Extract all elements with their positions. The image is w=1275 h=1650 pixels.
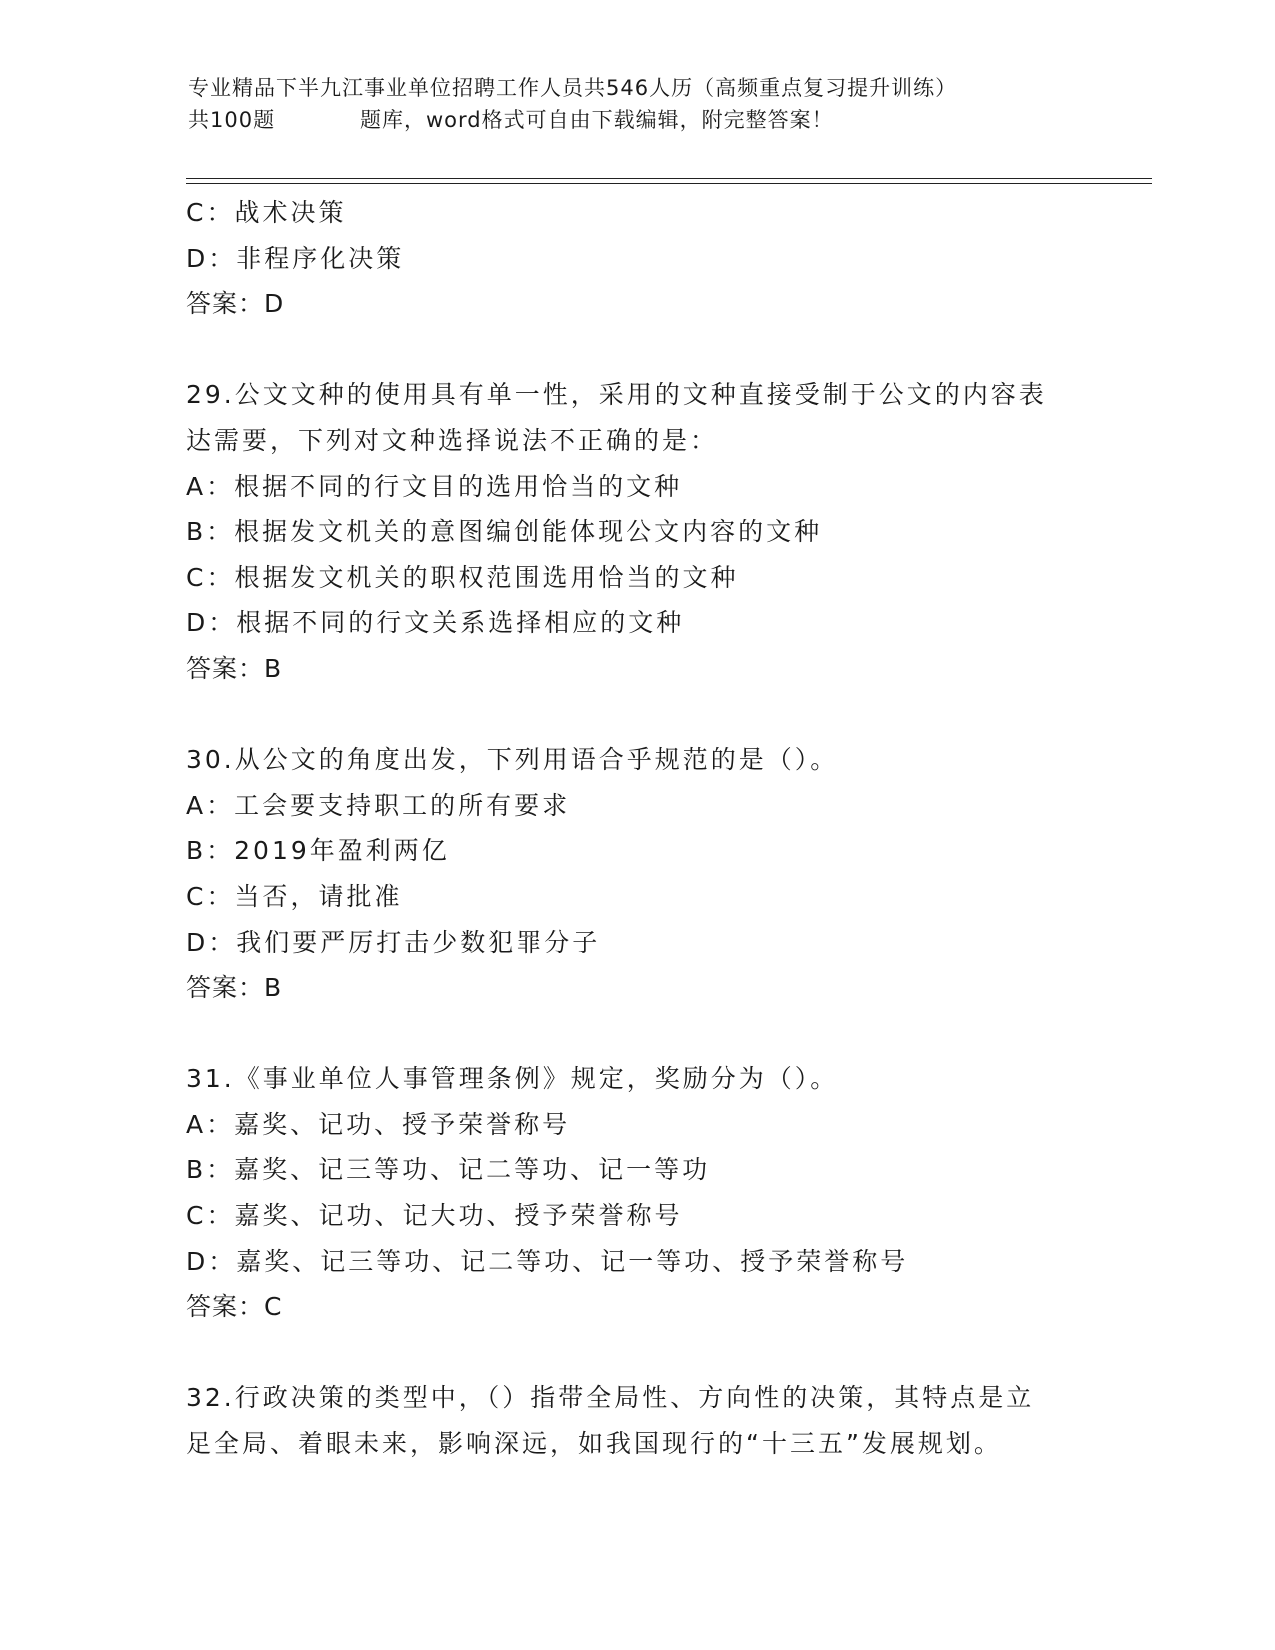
- question-block-prev: [186, 190, 1086, 327]
- answer-line: 答案：C: [186, 1292, 283, 1322]
- option-a: A：嘉奖、记功、授予荣誉称号: [186, 1109, 571, 1139]
- option-c: C：根据发文机关的职权范围选用恰当的文种: [186, 562, 739, 592]
- question-spacer: [186, 1330, 1086, 1376]
- answer-line: 答案：B: [186, 653, 283, 683]
- option-a: A：根据不同的行文目的选用恰当的文种: [186, 471, 683, 501]
- option-a: A：工会要支持职工的所有要求: [186, 790, 571, 820]
- option-d: D：非程序化决策: [186, 243, 405, 273]
- question-block-29: [186, 372, 1086, 691]
- question-spacer: [186, 692, 1086, 738]
- option-b: B：根据发文机关的意图编创能体现公文内容的文种: [186, 517, 823, 547]
- question-stem: 30.从公文的角度出发，下列用语合乎规范的是（）。: [186, 745, 839, 775]
- option-d: D：根据不同的行文关系选择相应的文种: [186, 608, 685, 638]
- question-stem-continued: 达需要，下列对文种选择说法不正确的是：: [186, 425, 719, 455]
- header-subtitle-line: [188, 104, 1088, 136]
- question-spacer: [186, 1011, 1086, 1057]
- page-header: [188, 72, 1088, 136]
- option-c: C：嘉奖、记功、记大功、授予荣誉称号: [186, 1201, 683, 1231]
- question-stem: 31.《事业单位人事管理条例》规定，奖励分为（）。: [186, 1064, 839, 1094]
- question-stem: 32.行政决策的类型中，（）指带全局性、方向性的决策，其特点是立: [186, 1383, 1035, 1413]
- question-stem: 29.公文文种的使用具有单一性，采用的文种直接受制于公文的内容表: [186, 380, 1047, 410]
- question-stem-continued: 足全局、着眼未来，影响深远，如我国现行的“十三五”发展规划。: [186, 1429, 1002, 1459]
- question-block-32: [186, 1375, 1086, 1466]
- option-c: C：战术决策: [186, 198, 347, 227]
- header-question-count: 共100题: [188, 108, 276, 132]
- question-block-30: [186, 737, 1086, 1011]
- option-d: D：嘉奖、记三等功、记二等功、记一等功、授予荣誉称号: [186, 1246, 909, 1276]
- question-list: [186, 190, 1086, 1467]
- header-divider: [186, 178, 1152, 184]
- option-b: B：嘉奖、记三等功、记二等功、记一等功: [186, 1155, 711, 1185]
- header-title-line: 专业精品下半九江事业单位招聘工作人员共546人历（高频重点复习提升训练）: [188, 76, 958, 100]
- answer-line: 答案：D: [186, 289, 285, 319]
- question-block-31: [186, 1056, 1086, 1330]
- option-c: C：当否，请批准: [186, 881, 403, 911]
- header-description: 题库，word格式可自由下载编辑，附完整答案！: [360, 108, 834, 132]
- option-d: D：我们要严厉打击少数犯罪分子: [186, 927, 601, 957]
- answer-line: 答案：B: [186, 973, 283, 1003]
- question-spacer: [186, 327, 1086, 373]
- option-b: B：2019年盈利两亿: [186, 836, 450, 866]
